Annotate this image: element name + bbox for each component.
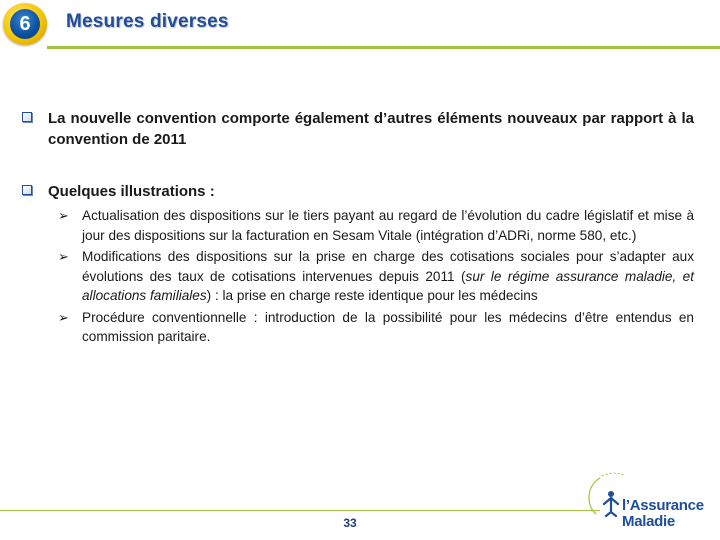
square-bullet-icon	[22, 112, 32, 122]
list-item-text: Procédure conventionnelle : introduction de la possibilité pour les médecins d’être entendus en commission paritaire.	[82, 309, 694, 344]
arrow-bullet-icon: ➢	[58, 309, 69, 325]
list-item-text: Actualisation des dispositions sur le tiers payant au regard de l’évolution du cadre législatif et mise à jour des dispositions sur la facturation en Sesam Vitale (intégration d’ADRi, norme 580, etc.)	[82, 208, 694, 243]
list-item-text-part: ) : la prise en charge reste identique pour les médecins	[206, 288, 538, 303]
bullet-item	[22, 108, 694, 150]
bullet-item	[22, 181, 694, 202]
list-item	[58, 206, 694, 245]
page-title: Mesures diverses	[66, 11, 229, 32]
section-number: 6	[10, 9, 40, 39]
bullet-text: Quelques illustrations :	[48, 183, 215, 200]
assurance-maladie-logo	[578, 470, 716, 532]
footer-divider	[0, 510, 600, 511]
logo-text-line1: l’Assurance	[622, 497, 704, 514]
list-item	[58, 308, 694, 347]
section-badge-icon	[3, 3, 47, 45]
list-item-text-part: Modifications des dispositions sur la prise en charge des cotisations sociales pour s’adapter aux évolutions des taux de cotisations intervenues depuis 2011 (	[82, 249, 694, 284]
header-divider	[47, 46, 720, 49]
arrow-bullet-icon: ➢	[58, 249, 69, 264]
illustrations-list	[58, 206, 694, 349]
square-bullet-icon	[22, 185, 32, 195]
logo-text-line2: Maladie	[622, 513, 675, 530]
arrow-bullet-icon: ➢	[58, 208, 69, 223]
list-item-text-italic: sur le régime assurance maladie, et allocations familiales	[82, 268, 694, 303]
bullet-text: La nouvelle convention comporte également d’autres éléments nouveaux par rapport à la convention de 2011	[48, 110, 694, 148]
list-item-text	[82, 247, 694, 306]
list-item	[58, 247, 694, 306]
page-number: 33	[343, 516, 357, 530]
